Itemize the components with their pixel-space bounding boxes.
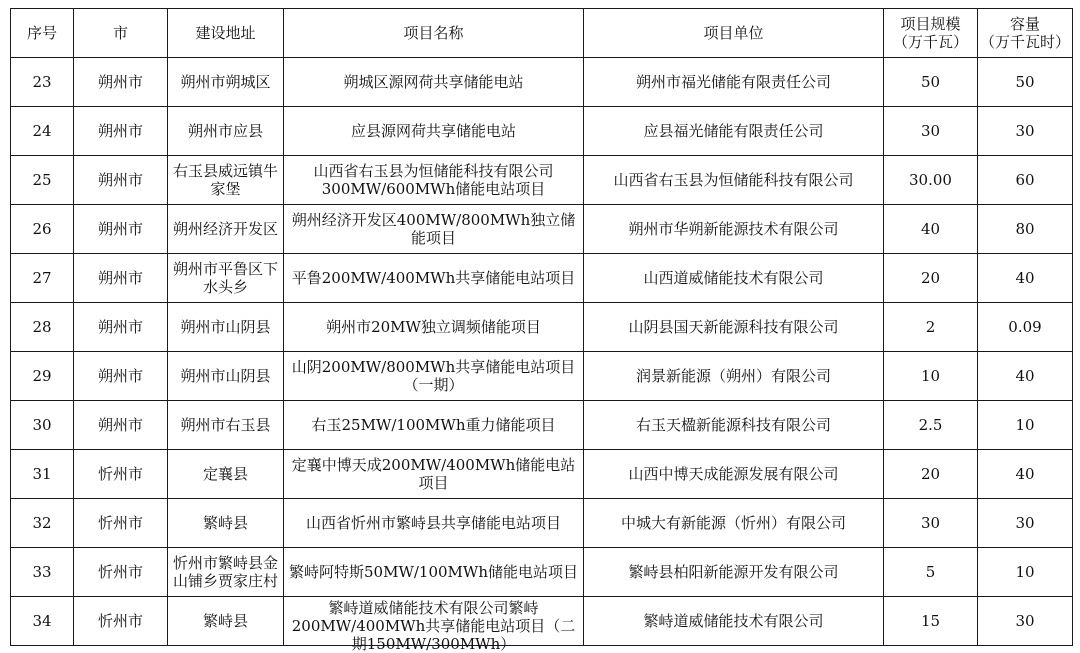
address-cell (168, 107, 284, 156)
project-name-cell (284, 58, 584, 107)
project-name-cell (284, 548, 584, 597)
table-row (11, 499, 1073, 548)
scale-cell-text: 15 (920, 612, 941, 630)
city-cell-text: 朔州市 (97, 367, 143, 385)
row-number-text: 25 (32, 171, 52, 189)
project-unit-cell (584, 254, 884, 303)
row-number (11, 58, 74, 107)
scale-cell-text: 30 (920, 122, 941, 140)
header-row (11, 9, 1073, 58)
scale-cell (884, 450, 978, 499)
row-number (11, 499, 74, 548)
address-cell-text: 朔州市平鲁区下水头乡 (172, 260, 278, 296)
project-name-cell (284, 352, 584, 401)
table-row (11, 205, 1073, 254)
capacity-cell (978, 499, 1073, 548)
city-cell (74, 450, 168, 499)
address-cell-text: 朔州市山阴县 (180, 318, 271, 336)
scale-cell (884, 352, 978, 401)
row-number-text: 29 (32, 367, 52, 385)
row-number-text: 34 (32, 612, 52, 630)
capacity-cell (978, 58, 1073, 107)
scale-cell (884, 156, 978, 205)
project-name-cell (284, 107, 584, 156)
row-number-text: 23 (32, 73, 52, 91)
project-name-cell (284, 499, 584, 548)
header-cell-project-name: 项目名称 (284, 9, 584, 58)
scale-cell (884, 58, 978, 107)
project-unit-cell-text: 应县福光储能有限责任公司 (643, 122, 824, 140)
address-cell-text: 繁峙县 (202, 514, 248, 532)
city-cell-text: 朔州市 (97, 220, 143, 238)
energy-storage-project-table (10, 8, 1073, 653)
capacity-cell (978, 450, 1073, 499)
city-cell-text: 朔州市 (97, 73, 143, 91)
city-cell-text: 忻州市 (97, 514, 143, 532)
city-cell (74, 254, 168, 303)
row-number (11, 401, 74, 450)
capacity-cell-text: 10 (1015, 563, 1035, 581)
city-cell-text: 忻州市 (97, 563, 143, 581)
project-unit-cell (584, 107, 884, 156)
table-row (11, 58, 1073, 107)
row-number-text: 31 (32, 465, 52, 483)
address-cell (168, 548, 284, 597)
project-unit-cell (584, 548, 884, 597)
project-unit-cell (584, 58, 884, 107)
header-cell-address: 建设地址 (168, 9, 284, 58)
table-row (11, 548, 1073, 597)
scale-cell-text: 30.00 (909, 171, 952, 189)
project-unit-cell-text: 山西道威储能技术有限公司 (643, 269, 824, 287)
project-name-cell-text: 山阴200MW/800MWh共享储能电站项目（一期） (291, 358, 576, 394)
capacity-cell (978, 107, 1073, 156)
row-number-text: 26 (32, 220, 52, 238)
capacity-cell-text: 30 (1015, 514, 1035, 532)
address-cell-text: 忻州市繁峙县金山铺乡贾家庄村 (172, 554, 278, 590)
project-unit-cell-text: 中城大有新能源（忻州）有限公司 (620, 514, 846, 532)
row-number (11, 450, 74, 499)
project-name-cell-text: 定襄中博天成200MW/400MWh储能电站项目 (291, 456, 576, 492)
scale-cell (884, 597, 978, 646)
header-cell-scale (884, 9, 978, 58)
header-cell-project-unit: 项目单位 (584, 9, 884, 58)
scale-cell (884, 254, 978, 303)
row-number-text: 32 (32, 514, 52, 532)
row-number (11, 303, 74, 352)
project-name-cell (284, 205, 584, 254)
table-row (11, 303, 1073, 352)
project-name-cell (284, 401, 584, 450)
capacity-cell-text: 50 (1015, 73, 1035, 91)
address-cell-text: 朔州市朔城区 (180, 73, 271, 91)
capacity-cell (978, 205, 1073, 254)
project-unit-cell-text: 繁峙道威储能技术有限公司 (643, 612, 824, 630)
project-unit-cell-text: 右玉天楹新能源科技有限公司 (635, 416, 831, 434)
capacity-cell (978, 548, 1073, 597)
city-cell-text: 忻州市 (97, 465, 143, 483)
city-cell (74, 548, 168, 597)
address-cell-text: 繁峙县 (202, 612, 248, 630)
scale-cell (884, 548, 978, 597)
project-unit-cell (584, 597, 884, 646)
project-unit-cell-text: 繁峙县柏阳新能源开发有限公司 (628, 563, 839, 581)
project-unit-cell (584, 303, 884, 352)
address-cell-text: 右玉县威远镇牛家堡 (172, 162, 278, 198)
city-cell (74, 499, 168, 548)
address-cell (168, 450, 284, 499)
project-name-cell-text: 朔州市20MW独立调频储能项目 (326, 318, 541, 336)
capacity-cell (978, 156, 1073, 205)
table-row (11, 254, 1073, 303)
scale-cell-text: 30 (920, 514, 941, 532)
city-cell (74, 107, 168, 156)
row-number-text: 24 (32, 122, 52, 140)
project-unit-cell-text: 朔州市福光储能有限责任公司 (635, 73, 831, 91)
row-number (11, 548, 74, 597)
project-name-cell-text: 朔州经济开发区400MW/800MWh独立储能项目 (291, 211, 576, 247)
city-cell (74, 156, 168, 205)
scale-cell (884, 303, 978, 352)
project-unit-cell-text: 山西省右玉县为恒储能科技有限公司 (613, 171, 854, 189)
scale-cell-text: 10 (920, 367, 941, 385)
project-name-cell-text: 平鲁200MW/400MWh共享储能电站项目 (291, 269, 576, 287)
scale-cell-text: 50 (920, 73, 941, 91)
project-name-cell-text: 山西省右玉县为恒储能科技有限公司300MW/600MWh储能电站项目 (313, 162, 554, 198)
scale-cell (884, 205, 978, 254)
city-cell-text: 朔州市 (97, 318, 143, 336)
table-row (11, 597, 1073, 646)
address-cell-text: 定襄县 (202, 465, 248, 483)
table-row (11, 156, 1073, 205)
scale-cell-text: 2 (925, 318, 936, 336)
address-cell-text: 朔州市右玉县 (180, 416, 271, 434)
capacity-cell-text: 40 (1015, 269, 1035, 287)
address-cell (168, 303, 284, 352)
capacity-cell-text: 0.09 (1008, 318, 1042, 336)
address-cell (168, 254, 284, 303)
project-name-cell (284, 597, 584, 653)
project-name-cell (284, 450, 584, 499)
row-number (11, 352, 74, 401)
scale-cell-text: 40 (920, 220, 941, 238)
capacity-cell-text: 40 (1015, 367, 1035, 385)
address-cell-text: 朔州市应县 (187, 122, 263, 140)
address-cell-text: 朔州经济开发区 (172, 220, 278, 238)
capacity-cell (978, 303, 1073, 352)
row-number-text: 33 (32, 563, 52, 581)
project-name-cell-text: 繁峙阿特斯50MW/100MWh储能电站项目 (289, 563, 578, 581)
city-cell-text: 朔州市 (97, 269, 143, 287)
header-cell-city: 市 (74, 9, 168, 58)
capacity-cell-text: 10 (1015, 416, 1035, 434)
row-number (11, 597, 74, 646)
city-cell (74, 352, 168, 401)
row-number (11, 107, 74, 156)
scale-cell (884, 499, 978, 548)
project-unit-cell-text: 山阴县国天新能源科技有限公司 (628, 318, 839, 336)
city-cell-text: 忻州市 (97, 612, 143, 630)
capacity-cell (978, 254, 1073, 303)
address-cell (168, 401, 284, 450)
scale-cell (884, 107, 978, 156)
capacity-cell-text: 80 (1015, 220, 1035, 238)
capacity-cell (978, 401, 1073, 450)
row-number-text: 28 (32, 318, 52, 336)
project-unit-cell (584, 499, 884, 548)
capacity-cell-text: 30 (1015, 122, 1035, 140)
city-cell (74, 303, 168, 352)
project-unit-cell (584, 156, 884, 205)
city-cell (74, 205, 168, 254)
capacity-cell-text: 40 (1015, 465, 1035, 483)
project-name-cell-text: 山西省忻州市繁峙县共享储能电站项目 (305, 514, 561, 532)
city-cell (74, 597, 168, 646)
scale-cell-text: 2.5 (918, 416, 943, 434)
capacity-cell-text: 60 (1015, 171, 1035, 189)
table-body (11, 9, 1073, 653)
project-table-sheet (10, 8, 1072, 652)
project-unit-cell (584, 450, 884, 499)
header-capacity-text: 容量 （万千瓦时） (980, 15, 1071, 51)
row-number-text: 27 (32, 269, 52, 287)
project-name-cell-text: 应县源网荷共享储能电站 (350, 122, 516, 140)
row-number (11, 156, 74, 205)
table-row (11, 401, 1073, 450)
address-cell (168, 58, 284, 107)
capacity-cell-text: 30 (1015, 612, 1035, 630)
scale-cell-text: 5 (925, 563, 936, 581)
project-unit-cell-text: 朔州市华朔新能源技术有限公司 (628, 220, 839, 238)
project-name-cell (284, 303, 584, 352)
address-cell (168, 597, 284, 646)
capacity-cell (978, 352, 1073, 401)
project-name-cell (284, 156, 584, 205)
capacity-cell (978, 597, 1073, 646)
header-cell-no: 序号 (11, 9, 74, 58)
project-unit-cell-text: 山西中博天成能源发展有限公司 (628, 465, 839, 483)
address-cell (168, 352, 284, 401)
header-scale-text: 项目规模 （万千瓦） (892, 15, 968, 51)
row-number (11, 205, 74, 254)
city-cell-text: 朔州市 (97, 171, 143, 189)
city-cell-text: 朔州市 (97, 122, 143, 140)
city-cell (74, 401, 168, 450)
address-cell (168, 499, 284, 548)
row-number-text: 30 (32, 416, 52, 434)
city-cell-text: 朔州市 (97, 416, 143, 434)
project-name-cell-text: 朔城区源网荷共享储能电站 (343, 73, 524, 91)
address-cell (168, 205, 284, 254)
table-row (11, 352, 1073, 401)
scale-cell-text: 20 (920, 465, 941, 483)
project-name-cell (284, 254, 584, 303)
table-row (11, 107, 1073, 156)
address-cell (168, 156, 284, 205)
header-cell-capacity (978, 9, 1073, 58)
project-unit-cell (584, 401, 884, 450)
scale-cell-text: 20 (920, 269, 941, 287)
project-unit-cell (584, 205, 884, 254)
project-unit-cell (584, 352, 884, 401)
project-name-cell-text: 右玉25MW/100MWh重力储能项目 (311, 416, 556, 434)
table-row (11, 450, 1073, 499)
project-name-cell-text: 繁峙道威储能技术有限公司繁峙200MW/400MWh共享储能电站项目（二期150MW/300MWh） (291, 599, 576, 653)
address-cell-text: 朔州市山阴县 (180, 367, 271, 385)
scale-cell (884, 401, 978, 450)
project-unit-cell-text: 润景新能源（朔州）有限公司 (635, 367, 831, 385)
row-number (11, 254, 74, 303)
city-cell (74, 58, 168, 107)
